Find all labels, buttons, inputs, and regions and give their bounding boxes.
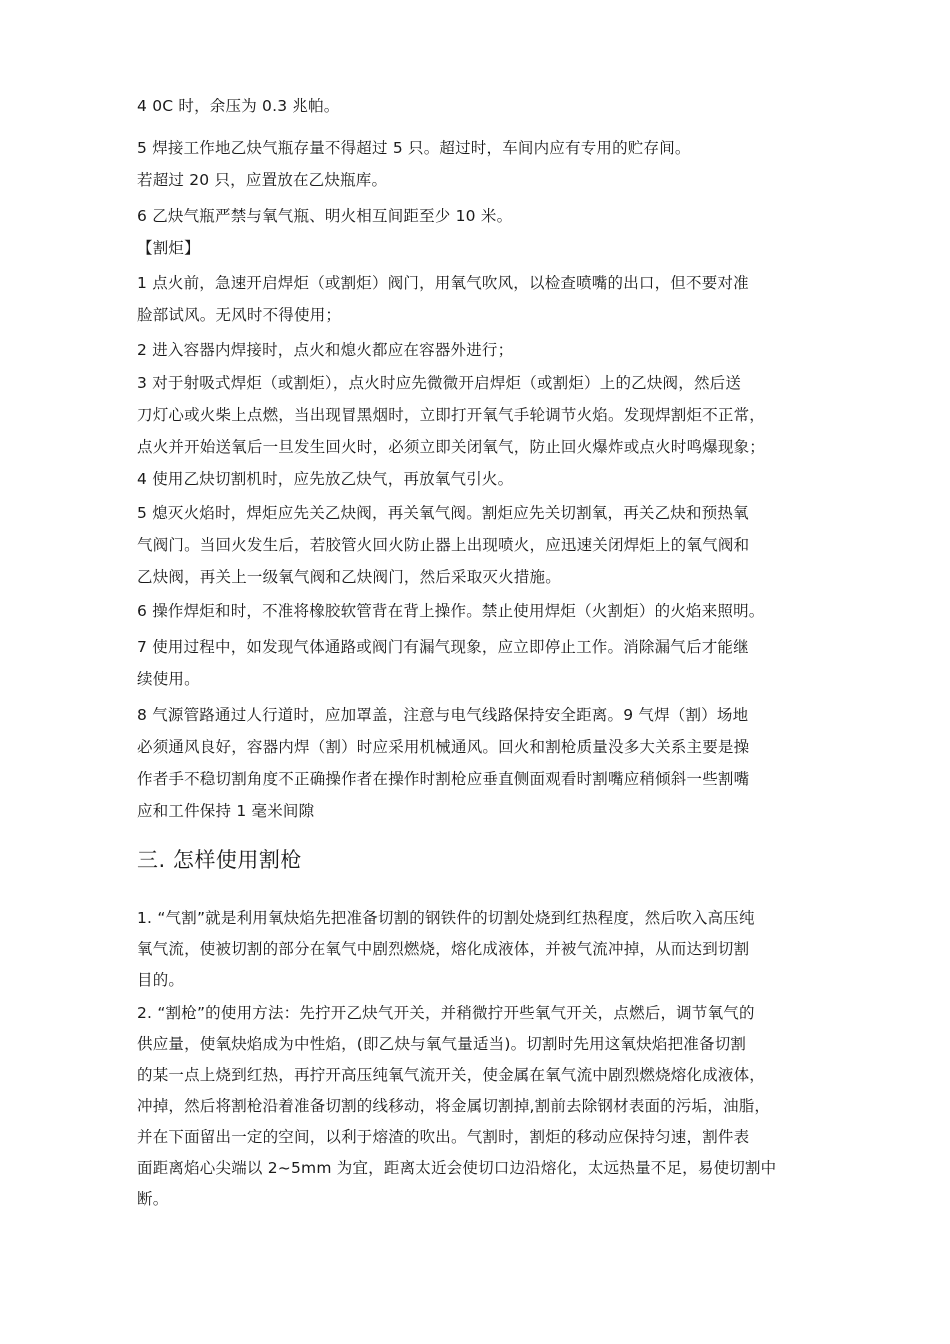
- section-heading: 三. 怎样使用割枪: [137, 848, 302, 872]
- paragraph-item5: [137, 132, 827, 196]
- section3-paragraph-1: [137, 903, 827, 996]
- torch-item-2: [137, 334, 827, 366]
- text-line: 必须通风良好，容器内焊（割）时应采用机械通风。回火和割枪质量没多大关系主要是操: [137, 738, 750, 756]
- torch-item-1: [137, 267, 827, 331]
- torch-item-7: [137, 631, 827, 695]
- section3-paragraph-2: [137, 998, 827, 1215]
- torch-item-4: [137, 463, 827, 495]
- text-line: 的某一点上烧到红热，再拧开高压纯氧气流开关，使金属在氧气流中剧烈燃烧熔化成液体，: [137, 1066, 766, 1084]
- text-line: 氧气流，使被切割的部分在氧气中剧烈燃烧，熔化成液体，并被气流冲掉，从而达到切割: [137, 940, 750, 958]
- text-line: 4 0C 时，余压为 0.3 兆帕。: [137, 97, 340, 115]
- paragraph-item6: [137, 200, 827, 232]
- text-line: 乙炔阀，再关上一级氧气阀和乙炔阀门，然后采取灭火措施。: [137, 568, 561, 586]
- text-line: 若超过 20 只，应置放在乙炔瓶库。: [137, 171, 388, 189]
- torch-item-3: [137, 367, 827, 463]
- text-line: 3 对于射吸式焊炬（或割炬），点火时应先微微开启焊炬（或割炬）上的乙炔阀，然后送: [137, 374, 742, 392]
- text-line: 供应量，使氧炔焰成为中性焰，(即乙炔与氧气量适当)。切割时先用这氧炔焰把准备切割: [137, 1035, 747, 1053]
- paragraph-item4: [137, 90, 827, 122]
- text-line: 气阀门。当回火发生后，若胶管火回火防止器上出现喷火，应迅速关闭焊炬上的氧气阀和: [137, 536, 750, 554]
- text-line: 5 焊接工作地乙炔气瓶存量不得超过 5 只。超过时，车间内应有专用的贮存间。: [137, 139, 691, 157]
- text-line: 并在下面留出一定的空间，以利于熔渣的吹出。气割时，割炬的移动应保持匀速，割件表: [137, 1128, 750, 1146]
- text-line: 1. “气割”就是利用氧炔焰先把准备切割的钢铁件的切割处烧到红热程度，然后吹入高压纯: [137, 909, 755, 927]
- text-line: 2 进入容器内焊接时，点火和熄火都应在容器外进行；: [137, 341, 514, 359]
- text-line: 面距离焰心尖端以 2~5mm 为宜，距离太近会使切口边沿熔化，太远热量不足，易使切割中: [137, 1159, 777, 1177]
- torch-item-5: [137, 497, 827, 593]
- text-line: 6 乙炔气瓶严禁与氧气瓶、明火相互间距至少 10 米。: [137, 207, 513, 225]
- text-line: 4 使用乙炔切割机时，应先放乙炔气，再放氧气引火。: [137, 470, 514, 488]
- text-line: 7 使用过程中，如发现气体通路或阀门有漏气现象，应立即停止工作。消除漏气后才能继: [137, 638, 749, 656]
- torch-item-6: [137, 595, 827, 627]
- text-line: 8 气源管路通过人行道时，应加罩盖，注意与电气线路保持安全距离。9 气焊（割）场地: [137, 706, 749, 724]
- text-line: 【割炬】: [137, 239, 200, 257]
- text-line: 续使用。: [137, 670, 200, 688]
- text-line: 脸部试风。无风时不得使用；: [137, 306, 342, 324]
- torch-item-8: [137, 699, 827, 827]
- text-line: 点火并开始送氧后一旦发生回火时，必须立即关闭氧气，防止回火爆炸或点火时鸣爆现象；: [137, 438, 766, 456]
- torch-heading: [137, 232, 827, 264]
- text-line: 刀灯心或火柴上点燃，当出现冒黑烟时，立即打开氧气手轮调节火焰。发现焊割炬不正常，: [137, 406, 766, 424]
- text-line: 5 熄灭火焰时，焊炬应先关乙炔阀，再关氧气阀。割炬应先关切割氧，再关乙炔和预热氧: [137, 504, 749, 522]
- text-line: 目的。: [137, 971, 185, 989]
- text-line: 6 操作焊炬和时，不准将橡胶软管背在背上操作。禁止使用焊炬（火割炬）的火焰来照明。: [137, 602, 765, 620]
- text-line: 断。: [137, 1190, 169, 1208]
- text-line: 作者手不稳切割角度不正确操作者在操作时割枪应垂直侧面观看时割嘴应稍倾斜一些割嘴: [137, 770, 750, 788]
- text-line: 应和工件保持 1 毫米间隙: [137, 802, 315, 820]
- text-line: 1 点火前，急速开启焊炬（或割炬）阀门，用氧气吹风，以检查喷嘴的出口，但不要对准: [137, 274, 749, 292]
- text-line: 2. “割枪”的使用方法：先拧开乙炔气开关，并稍微拧开些氧气开关，点燃后，调节氧气的: [137, 1004, 755, 1022]
- text-line: 冲掉，然后将割枪沿着准备切割的线移动，将金属切割掉,割前去除钢材表面的污垢，油脂，: [137, 1097, 771, 1115]
